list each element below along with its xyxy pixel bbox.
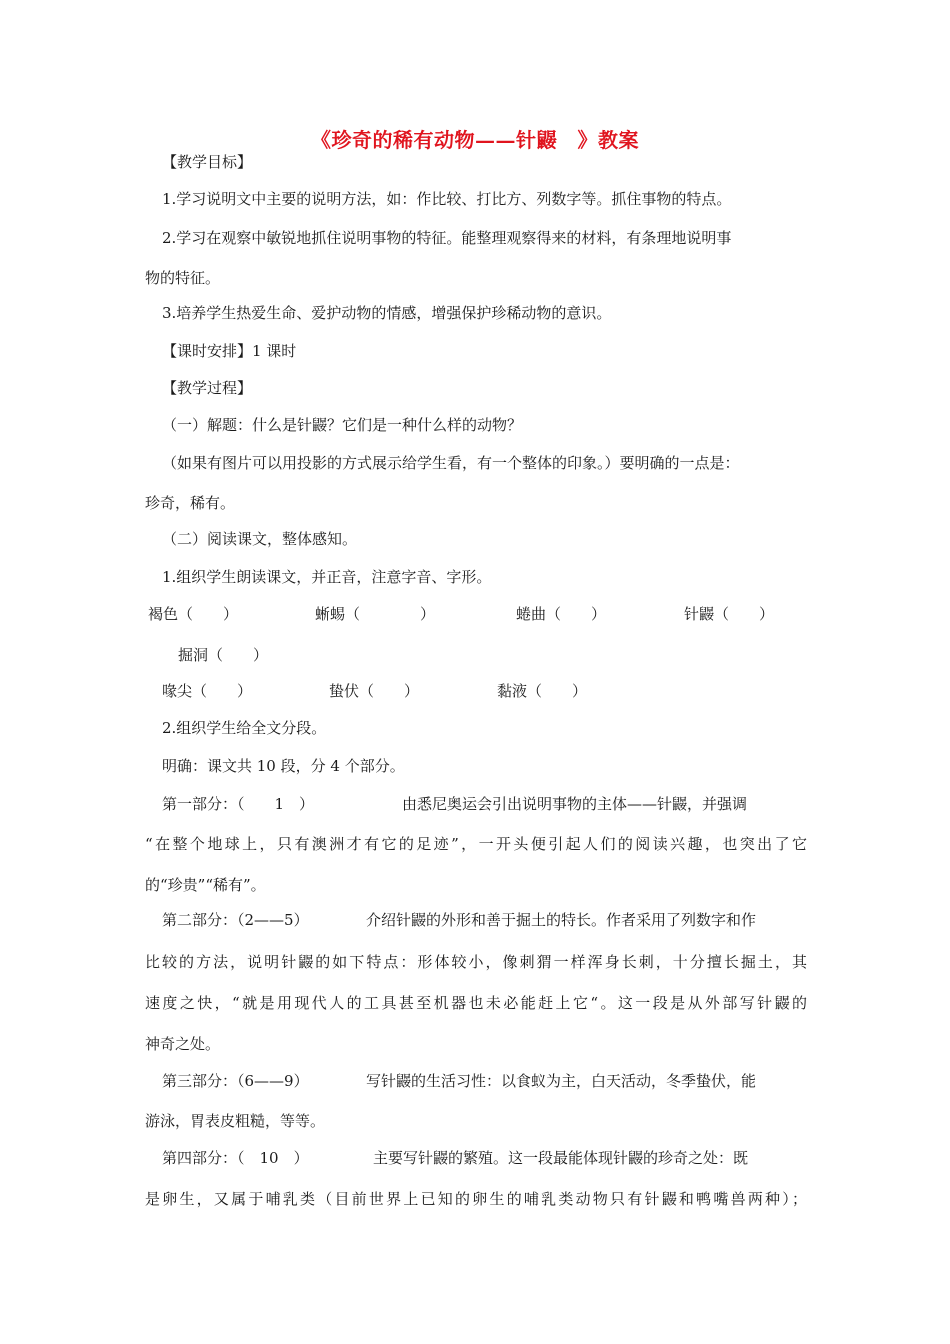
part-1-label: 第一部分：（ 1 ） — [162, 795, 315, 813]
step-2: （二）阅读课文，整体感知。 — [162, 530, 358, 548]
vocab-item: 针鼹（ ） — [684, 605, 775, 623]
part-4-line-2: 是卵生，又属于哺乳类（目前世界上已知的卵生的哺乳类动物只有针鼹和鸭嘴兽两种）； — [145, 1190, 807, 1208]
vocab-item: 黏液（ ） — [497, 682, 588, 700]
part-1-line-2: “在整个地球上，只有澳洲才有它的足迹”，一开头便引起人们的阅读兴趣，也突出了它 — [145, 835, 807, 853]
part-2-line-2: 比较的方法，说明针鼹的如下特点：形体较小，像刺猬一样浑身长刺，十分擅长掘土，其 — [145, 953, 807, 971]
goal-2-line-2: 物的特征。 — [145, 269, 221, 287]
vocab-item: 褐色（ ） — [148, 605, 239, 623]
heading-teaching-goals: 【教学目标】 — [162, 153, 253, 171]
step-1-note-line-1: （如果有图片可以用投影的方式展示给学生看，有一个整体的印象。）要明确的一点是： — [162, 454, 740, 472]
part-1-line-3: 的“珍贵”“稀有”。 — [145, 876, 266, 894]
part-2-line-3: 速度之快，“就是用现代人的工具甚至机器也未必能赶上它“。这一段是从外部写针鼹的 — [145, 994, 807, 1012]
document-title: 《珍奇的稀有动物——针鼹 》教案 — [311, 128, 639, 152]
part-2-line-1: 介绍针鼹的外形和善于掘土的特长。作者采用了列数字和作 — [366, 911, 757, 929]
heading-teaching-process: 【教学过程】 — [162, 379, 253, 397]
part-3-line-1: 写针鼹的生活习性：以食蚁为主，白天活动，冬季蛰伏，能 — [366, 1072, 757, 1090]
part-2-label: 第二部分：（2——5） — [162, 911, 309, 929]
part-1-line-1: 由悉尼奥运会引出说明事物的主体——针鼹，并强调 — [402, 795, 748, 813]
goal-1: 1.学习说明文中主要的说明方法，如：作比较、打比方、列数字等。抓住事物的特点。 — [162, 190, 732, 208]
clarify: 明确：课文共 10 段，分 4 个部分。 — [162, 757, 405, 775]
vocab-item: 喙尖（ ） — [162, 682, 253, 700]
step-1-note-line-2: 珍奇，稀有。 — [145, 494, 236, 512]
vocab-item: 蛰伏（ ） — [329, 682, 420, 700]
step-1: （一）解题：什么是针鼹？它们是一种什么样的动物？ — [162, 416, 523, 434]
part-3-line-2: 游泳，胃表皮粗糙，等等。 — [145, 1112, 326, 1130]
task-2: 2.组织学生给全文分段。 — [162, 719, 327, 737]
schedule: 【课时安排】1 课时 — [162, 342, 297, 360]
part-4-label: 第四部分：（ 10 ） — [162, 1149, 309, 1167]
task-1: 1.组织学生朗读课文，并正音，注意字音、字形。 — [162, 568, 492, 586]
goal-3: 3.培养学生热爱生命、爱护动物的情感，增强保护珍稀动物的意识。 — [162, 304, 612, 322]
vocab-item: 蜥蜴（ ） — [315, 605, 436, 623]
goal-2-line-1: 2.学习在观察中敏锐地抓住说明事物的特征。能整理观察得来的材料，有条理地说明事 — [162, 229, 732, 247]
vocab-item: 掘洞（ ） — [178, 646, 269, 664]
part-4-line-1: 主要写针鼹的繁殖。这一段最能体现针鼹的珍奇之处：既 — [373, 1149, 749, 1167]
part-3-label: 第三部分：（6——9） — [162, 1072, 309, 1090]
part-2-line-4: 神奇之处。 — [145, 1035, 221, 1053]
vocab-item: 蜷曲（ ） — [516, 605, 607, 623]
